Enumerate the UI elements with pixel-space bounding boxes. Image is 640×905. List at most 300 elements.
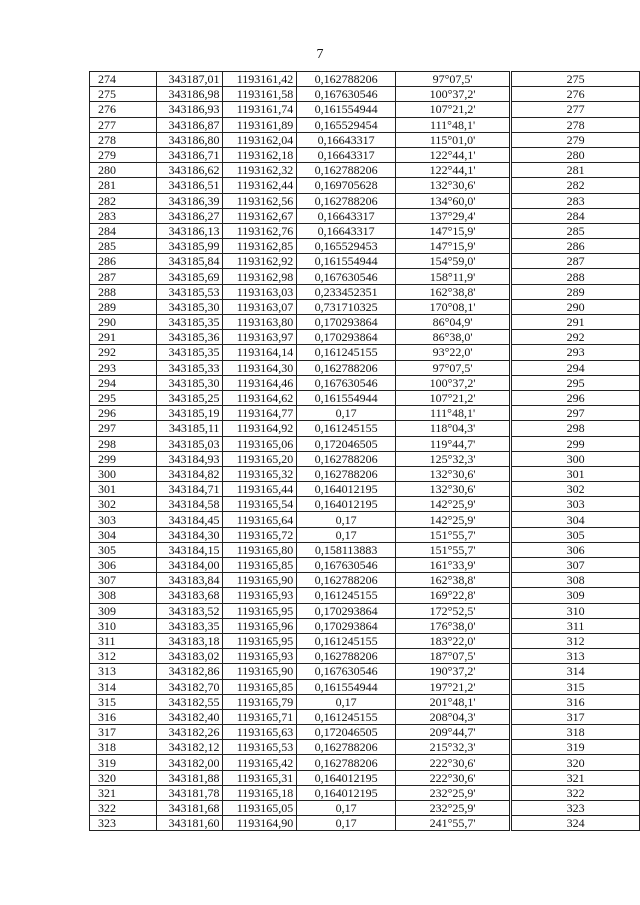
- table-row: [90, 72, 640, 87]
- table-row: [90, 223, 640, 238]
- length-cell: 0,164012195: [297, 497, 396, 512]
- x-coordinate-cell: 343182,55: [156, 694, 223, 709]
- y-coordinate-cell: 1193162,92: [223, 254, 297, 269]
- next-point-cell: 308: [512, 573, 640, 588]
- table-row: [90, 451, 640, 466]
- table-row: [90, 147, 640, 162]
- x-coordinate-cell: 343182,70: [156, 679, 223, 694]
- y-coordinate-cell: 1193162,76: [223, 223, 297, 238]
- length-cell: 0,16643317: [297, 208, 396, 223]
- table-row: [90, 649, 640, 664]
- angle-cell: 232°25,9': [395, 801, 509, 816]
- length-cell: 0,170293864: [297, 330, 396, 345]
- x-coordinate-cell: 343186,62: [156, 163, 223, 178]
- angle-cell: 97°07,5': [395, 360, 509, 375]
- length-cell: 0,167630546: [297, 375, 396, 390]
- point-number-cell: 282: [90, 193, 157, 208]
- point-number-cell: 323: [90, 816, 157, 831]
- y-coordinate-cell: 1193165,80: [223, 542, 297, 557]
- y-coordinate-cell: 1193162,98: [223, 269, 297, 284]
- angle-cell: 107°21,2': [395, 390, 509, 405]
- x-coordinate-cell: 343183,84: [156, 573, 223, 588]
- x-coordinate-cell: 343185,53: [156, 284, 223, 299]
- length-cell: 0,164012195: [297, 482, 396, 497]
- length-cell: 0,16643317: [297, 132, 396, 147]
- next-point-cell: 324: [512, 816, 640, 831]
- point-number-cell: 322: [90, 801, 157, 816]
- angle-cell: 147°15,9': [395, 239, 509, 254]
- point-number-cell: 276: [90, 102, 157, 117]
- angle-cell: 118°04,3': [395, 421, 509, 436]
- angle-cell: 100°37,2': [395, 87, 509, 102]
- table-row: [90, 725, 640, 740]
- table-row: [90, 375, 640, 390]
- x-coordinate-cell: 343184,15: [156, 542, 223, 557]
- y-coordinate-cell: 1193161,89: [223, 117, 297, 132]
- next-point-cell: 320: [512, 755, 640, 770]
- y-coordinate-cell: 1193165,32: [223, 466, 297, 481]
- length-cell: 0,162788206: [297, 740, 396, 755]
- point-number-cell: 320: [90, 770, 157, 785]
- point-number-cell: 310: [90, 618, 157, 633]
- length-cell: 0,233452351: [297, 284, 396, 299]
- table-row: [90, 421, 640, 436]
- y-coordinate-cell: 1193165,90: [223, 664, 297, 679]
- next-point-cell: 287: [512, 254, 640, 269]
- point-number-cell: 292: [90, 345, 157, 360]
- x-coordinate-cell: 343185,30: [156, 299, 223, 314]
- angle-cell: 100°37,2': [395, 375, 509, 390]
- y-coordinate-cell: 1193162,44: [223, 178, 297, 193]
- table-row: [90, 740, 640, 755]
- angle-cell: 125°32,3': [395, 451, 509, 466]
- x-coordinate-cell: 343182,40: [156, 709, 223, 724]
- y-coordinate-cell: 1193165,95: [223, 603, 297, 618]
- x-coordinate-cell: 343183,52: [156, 603, 223, 618]
- angle-cell: 170°08,1': [395, 299, 509, 314]
- x-coordinate-cell: 343181,60: [156, 816, 223, 831]
- x-coordinate-cell: 343185,69: [156, 269, 223, 284]
- coordinates-table: [89, 71, 640, 831]
- length-cell: 0,158113883: [297, 542, 396, 557]
- point-number-cell: 280: [90, 163, 157, 178]
- length-cell: 0,162788206: [297, 573, 396, 588]
- y-coordinate-cell: 1193164,30: [223, 360, 297, 375]
- length-cell: 0,162788206: [297, 360, 396, 375]
- angle-cell: 132°30,6': [395, 466, 509, 481]
- table-row: [90, 102, 640, 117]
- table-row: [90, 497, 640, 512]
- y-coordinate-cell: 1193163,80: [223, 315, 297, 330]
- point-number-cell: 274: [90, 72, 157, 87]
- next-point-cell: 304: [512, 512, 640, 527]
- point-number-cell: 319: [90, 755, 157, 770]
- length-cell: 0,161554944: [297, 390, 396, 405]
- y-coordinate-cell: 1193165,31: [223, 770, 297, 785]
- angle-cell: 161°33,9': [395, 558, 509, 573]
- x-coordinate-cell: 343182,12: [156, 740, 223, 755]
- next-point-cell: 319: [512, 740, 640, 755]
- point-number-cell: 275: [90, 87, 157, 102]
- point-number-cell: 307: [90, 573, 157, 588]
- table-row: [90, 801, 640, 816]
- point-number-cell: 318: [90, 740, 157, 755]
- length-cell: 0,731710325: [297, 299, 396, 314]
- next-point-cell: 309: [512, 588, 640, 603]
- x-coordinate-cell: 343185,19: [156, 406, 223, 421]
- table-body: [90, 72, 640, 831]
- point-number-cell: 278: [90, 132, 157, 147]
- angle-cell: 197°21,2': [395, 679, 509, 694]
- y-coordinate-cell: 1193165,53: [223, 740, 297, 755]
- x-coordinate-cell: 343187,01: [156, 72, 223, 87]
- y-coordinate-cell: 1193165,63: [223, 725, 297, 740]
- table-row: [90, 330, 640, 345]
- y-coordinate-cell: 1193162,04: [223, 132, 297, 147]
- next-point-cell: 277: [512, 102, 640, 117]
- angle-cell: 162°38,8': [395, 284, 509, 299]
- x-coordinate-cell: 343186,71: [156, 147, 223, 162]
- next-point-cell: 310: [512, 603, 640, 618]
- x-coordinate-cell: 343186,98: [156, 87, 223, 102]
- point-number-cell: 302: [90, 497, 157, 512]
- point-number-cell: 293: [90, 360, 157, 375]
- next-point-cell: 293: [512, 345, 640, 360]
- next-point-cell: 288: [512, 269, 640, 284]
- point-number-cell: 312: [90, 649, 157, 664]
- y-coordinate-cell: 1193165,64: [223, 512, 297, 527]
- next-point-cell: 276: [512, 87, 640, 102]
- y-coordinate-cell: 1193162,67: [223, 208, 297, 223]
- next-point-cell: 316: [512, 694, 640, 709]
- length-cell: 0,17: [297, 801, 396, 816]
- table-row: [90, 163, 640, 178]
- y-coordinate-cell: 1193165,20: [223, 451, 297, 466]
- x-coordinate-cell: 343184,71: [156, 482, 223, 497]
- length-cell: 0,17: [297, 694, 396, 709]
- table-row: [90, 436, 640, 451]
- next-point-cell: 306: [512, 542, 640, 557]
- table-row: [90, 618, 640, 633]
- y-coordinate-cell: 1193165,90: [223, 573, 297, 588]
- angle-cell: 111°48,1': [395, 406, 509, 421]
- table-row: [90, 254, 640, 269]
- table-row: [90, 208, 640, 223]
- y-coordinate-cell: 1193165,96: [223, 618, 297, 633]
- next-point-cell: 299: [512, 436, 640, 451]
- length-cell: 0,165529453: [297, 239, 396, 254]
- y-coordinate-cell: 1193165,85: [223, 679, 297, 694]
- length-cell: 0,167630546: [297, 558, 396, 573]
- y-coordinate-cell: 1193164,92: [223, 421, 297, 436]
- table-row: [90, 87, 640, 102]
- y-coordinate-cell: 1193164,77: [223, 406, 297, 421]
- point-number-cell: 295: [90, 390, 157, 405]
- next-point-cell: 321: [512, 770, 640, 785]
- table-row: [90, 633, 640, 648]
- y-coordinate-cell: 1193163,97: [223, 330, 297, 345]
- angle-cell: 93°22,0': [395, 345, 509, 360]
- x-coordinate-cell: 343182,00: [156, 755, 223, 770]
- y-coordinate-cell: 1193163,03: [223, 284, 297, 299]
- x-coordinate-cell: 343185,33: [156, 360, 223, 375]
- next-point-cell: 275: [512, 72, 640, 87]
- x-coordinate-cell: 343181,78: [156, 785, 223, 800]
- x-coordinate-cell: 343186,51: [156, 178, 223, 193]
- angle-cell: 86°04,9': [395, 315, 509, 330]
- point-number-cell: 277: [90, 117, 157, 132]
- x-coordinate-cell: 343186,80: [156, 132, 223, 147]
- length-cell: 0,169705628: [297, 178, 396, 193]
- x-coordinate-cell: 343184,82: [156, 466, 223, 481]
- angle-cell: 142°25,9': [395, 497, 509, 512]
- y-coordinate-cell: 1193164,90: [223, 816, 297, 831]
- point-number-cell: 304: [90, 527, 157, 542]
- y-coordinate-cell: 1193165,71: [223, 709, 297, 724]
- length-cell: 0,17: [297, 512, 396, 527]
- next-point-cell: 315: [512, 679, 640, 694]
- angle-cell: 132°30,6': [395, 178, 509, 193]
- point-number-cell: 296: [90, 406, 157, 421]
- next-point-cell: 307: [512, 558, 640, 573]
- table-row: [90, 193, 640, 208]
- length-cell: 0,162788206: [297, 193, 396, 208]
- x-coordinate-cell: 343185,35: [156, 315, 223, 330]
- y-coordinate-cell: 1193162,18: [223, 147, 297, 162]
- length-cell: 0,17: [297, 406, 396, 421]
- next-point-cell: 280: [512, 147, 640, 162]
- angle-cell: 122°44,1': [395, 147, 509, 162]
- angle-cell: 215°32,3': [395, 740, 509, 755]
- next-point-cell: 279: [512, 132, 640, 147]
- length-cell: 0,170293864: [297, 315, 396, 330]
- x-coordinate-cell: 343182,86: [156, 664, 223, 679]
- length-cell: 0,162788206: [297, 163, 396, 178]
- angle-cell: 97°07,5': [395, 72, 509, 87]
- next-point-cell: 302: [512, 482, 640, 497]
- point-number-cell: 294: [90, 375, 157, 390]
- x-coordinate-cell: 343186,87: [156, 117, 223, 132]
- x-coordinate-cell: 343184,00: [156, 558, 223, 573]
- length-cell: 0,164012195: [297, 770, 396, 785]
- next-point-cell: 296: [512, 390, 640, 405]
- next-point-cell: 305: [512, 527, 640, 542]
- point-number-cell: 315: [90, 694, 157, 709]
- angle-cell: 162°38,8': [395, 573, 509, 588]
- x-coordinate-cell: 343182,26: [156, 725, 223, 740]
- next-point-cell: 291: [512, 315, 640, 330]
- next-point-cell: 294: [512, 360, 640, 375]
- x-coordinate-cell: 343184,58: [156, 497, 223, 512]
- y-coordinate-cell: 1193165,06: [223, 436, 297, 451]
- table-row: [90, 466, 640, 481]
- length-cell: 0,161245155: [297, 345, 396, 360]
- next-point-cell: 300: [512, 451, 640, 466]
- point-number-cell: 284: [90, 223, 157, 238]
- next-point-cell: 278: [512, 117, 640, 132]
- x-coordinate-cell: 343183,02: [156, 649, 223, 664]
- table-row: [90, 284, 640, 299]
- length-cell: 0,170293864: [297, 603, 396, 618]
- y-coordinate-cell: 1193164,46: [223, 375, 297, 390]
- table-row: [90, 269, 640, 284]
- length-cell: 0,17: [297, 527, 396, 542]
- length-cell: 0,161554944: [297, 102, 396, 117]
- next-point-cell: 282: [512, 178, 640, 193]
- point-number-cell: 291: [90, 330, 157, 345]
- angle-cell: 151°55,7': [395, 542, 509, 557]
- length-cell: 0,165529454: [297, 117, 396, 132]
- y-coordinate-cell: 1193165,79: [223, 694, 297, 709]
- x-coordinate-cell: 343185,03: [156, 436, 223, 451]
- angle-cell: 187°07,5': [395, 649, 509, 664]
- next-point-cell: 283: [512, 193, 640, 208]
- x-coordinate-cell: 343186,39: [156, 193, 223, 208]
- length-cell: 0,170293864: [297, 618, 396, 633]
- angle-cell: 190°37,2': [395, 664, 509, 679]
- table-row: [90, 603, 640, 618]
- point-number-cell: 281: [90, 178, 157, 193]
- y-coordinate-cell: 1193161,42: [223, 72, 297, 87]
- y-coordinate-cell: 1193164,14: [223, 345, 297, 360]
- x-coordinate-cell: 343184,45: [156, 512, 223, 527]
- y-coordinate-cell: 1193161,58: [223, 87, 297, 102]
- point-number-cell: 289: [90, 299, 157, 314]
- y-coordinate-cell: 1193165,72: [223, 527, 297, 542]
- next-point-cell: 311: [512, 618, 640, 633]
- angle-cell: 154°59,0': [395, 254, 509, 269]
- y-coordinate-cell: 1193163,07: [223, 299, 297, 314]
- length-cell: 0,161245155: [297, 709, 396, 724]
- point-number-cell: 300: [90, 466, 157, 481]
- table-row: [90, 558, 640, 573]
- y-coordinate-cell: 1193164,62: [223, 390, 297, 405]
- table-row: [90, 345, 640, 360]
- table-row: [90, 299, 640, 314]
- table-row: [90, 588, 640, 603]
- next-point-cell: 303: [512, 497, 640, 512]
- length-cell: 0,17: [297, 816, 396, 831]
- x-coordinate-cell: 343185,84: [156, 254, 223, 269]
- point-number-cell: 297: [90, 421, 157, 436]
- next-point-cell: 290: [512, 299, 640, 314]
- next-point-cell: 323: [512, 801, 640, 816]
- angle-cell: 172°52,5': [395, 603, 509, 618]
- point-number-cell: 321: [90, 785, 157, 800]
- length-cell: 0,161245155: [297, 633, 396, 648]
- angle-cell: 137°29,4': [395, 208, 509, 223]
- x-coordinate-cell: 343184,30: [156, 527, 223, 542]
- point-number-cell: 298: [90, 436, 157, 451]
- angle-cell: 241°55,7': [395, 816, 509, 831]
- x-coordinate-cell: 343184,93: [156, 451, 223, 466]
- length-cell: 0,172046505: [297, 725, 396, 740]
- length-cell: 0,167630546: [297, 269, 396, 284]
- next-point-cell: 313: [512, 649, 640, 664]
- angle-cell: 122°44,1': [395, 163, 509, 178]
- angle-cell: 107°21,2': [395, 102, 509, 117]
- next-point-cell: 284: [512, 208, 640, 223]
- next-point-cell: 289: [512, 284, 640, 299]
- x-coordinate-cell: 343185,35: [156, 345, 223, 360]
- length-cell: 0,167630546: [297, 664, 396, 679]
- next-point-cell: 314: [512, 664, 640, 679]
- point-number-cell: 313: [90, 664, 157, 679]
- y-coordinate-cell: 1193165,18: [223, 785, 297, 800]
- x-coordinate-cell: 343186,27: [156, 208, 223, 223]
- y-coordinate-cell: 1193165,42: [223, 755, 297, 770]
- x-coordinate-cell: 343186,93: [156, 102, 223, 117]
- angle-cell: 158°11,9': [395, 269, 509, 284]
- point-number-cell: 287: [90, 269, 157, 284]
- next-point-cell: 281: [512, 163, 640, 178]
- table-row: [90, 785, 640, 800]
- table-row: [90, 542, 640, 557]
- point-number-cell: 285: [90, 239, 157, 254]
- point-number-cell: 306: [90, 558, 157, 573]
- table-row: [90, 573, 640, 588]
- length-cell: 0,162788206: [297, 755, 396, 770]
- page-number: 7: [316, 47, 324, 62]
- x-coordinate-cell: 343185,11: [156, 421, 223, 436]
- y-coordinate-cell: 1193162,56: [223, 193, 297, 208]
- y-coordinate-cell: 1193165,85: [223, 558, 297, 573]
- y-coordinate-cell: 1193165,93: [223, 588, 297, 603]
- angle-cell: 142°25,9': [395, 512, 509, 527]
- angle-cell: 183°22,0': [395, 633, 509, 648]
- x-coordinate-cell: 343181,88: [156, 770, 223, 785]
- table-row: [90, 315, 640, 330]
- length-cell: 0,161245155: [297, 421, 396, 436]
- angle-cell: 222°30,6': [395, 755, 509, 770]
- point-number-cell: 299: [90, 451, 157, 466]
- angle-cell: 222°30,6': [395, 770, 509, 785]
- angle-cell: 115°01,0': [395, 132, 509, 147]
- x-coordinate-cell: 343185,99: [156, 239, 223, 254]
- angle-cell: 151°55,7': [395, 527, 509, 542]
- table-row: [90, 694, 640, 709]
- table-row: [90, 512, 640, 527]
- angle-cell: 208°04,3': [395, 709, 509, 724]
- angle-cell: 209°44,7': [395, 725, 509, 740]
- point-number-cell: 303: [90, 512, 157, 527]
- y-coordinate-cell: 1193165,44: [223, 482, 297, 497]
- length-cell: 0,16643317: [297, 147, 396, 162]
- table-row: [90, 770, 640, 785]
- angle-cell: 86°38,0': [395, 330, 509, 345]
- next-point-cell: 298: [512, 421, 640, 436]
- table-row: [90, 709, 640, 724]
- point-number-cell: 316: [90, 709, 157, 724]
- length-cell: 0,161554944: [297, 254, 396, 269]
- length-cell: 0,162788206: [297, 466, 396, 481]
- angle-cell: 176°38,0': [395, 618, 509, 633]
- angle-cell: 132°30,6': [395, 482, 509, 497]
- table-row: [90, 360, 640, 375]
- x-coordinate-cell: 343185,36: [156, 330, 223, 345]
- angle-cell: 134°60,0': [395, 193, 509, 208]
- x-coordinate-cell: 343185,25: [156, 390, 223, 405]
- length-cell: 0,162788206: [297, 72, 396, 87]
- angle-cell: 232°25,9': [395, 785, 509, 800]
- table-row: [90, 816, 640, 831]
- point-number-cell: 279: [90, 147, 157, 162]
- point-number-cell: 290: [90, 315, 157, 330]
- point-number-cell: 314: [90, 679, 157, 694]
- point-number-cell: 301: [90, 482, 157, 497]
- table-row: [90, 178, 640, 193]
- next-point-cell: 297: [512, 406, 640, 421]
